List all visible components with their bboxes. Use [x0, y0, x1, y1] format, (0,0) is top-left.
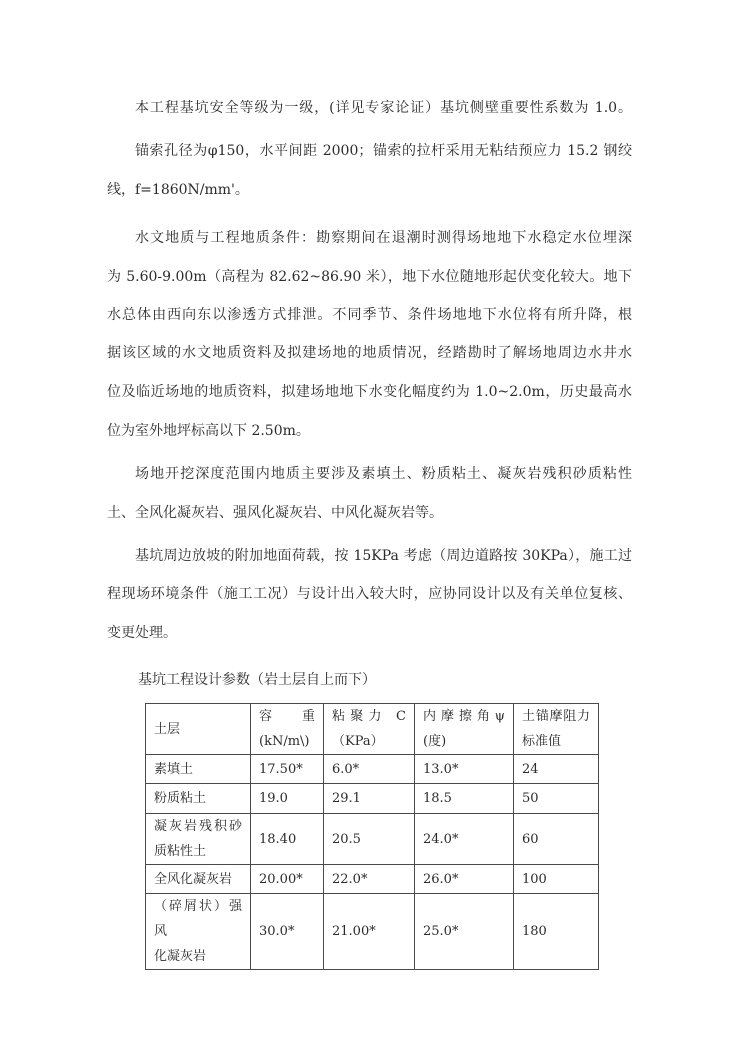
table-header-row [146, 704, 599, 755]
header-cell-unit-weight [251, 704, 324, 755]
cell-cohesion: 22.0* [324, 865, 415, 894]
header-unit: （KPa） [332, 734, 384, 749]
cell-unit-weight: 19.0 [251, 784, 324, 814]
paragraph-anchor-line-2: 线，f=1860N/mm'。 [107, 182, 249, 198]
paragraph-anchor-line-1: 锚索孔径为φ150，水平间距 2000；锚索的拉杆采用无粘结预应力 15.2 钢绞 [135, 143, 632, 159]
paragraph-hydrogeology-line-3: 水总体由西向东以渗透方式排泄。不同季节、条件场地地下水位将有所升降，根 [107, 307, 632, 323]
cell-anchor-friction: 50 [514, 784, 599, 814]
layer-name-cont: 质粘性土 [154, 844, 207, 859]
cell-cohesion: 21.00* [324, 894, 415, 970]
layer-name: 粉质粘土 [154, 791, 207, 806]
paragraph-hydrogeology-line-1: 水文地质与工程地质条件：勘察期间在退潮时测得场地地下水稳定水位埋深 [135, 230, 632, 246]
cell-friction-angle: 25.0* [415, 894, 514, 970]
cell-unit-weight: 18.40 [251, 814, 324, 865]
header-unit: (度) [423, 734, 447, 749]
header-cell-anchor-friction [514, 704, 599, 755]
cell-layer [146, 784, 251, 814]
header-text: 内摩擦角ψ [423, 709, 505, 724]
paragraph-surcharge-line-2: 程现场环境条件（施工工况）与设计出入较大时，应协同设计以及有关单位复核、 [107, 586, 632, 602]
cell-anchor-friction: 24 [514, 755, 599, 784]
table-row [146, 814, 599, 865]
cell-friction-angle: 18.5 [415, 784, 514, 814]
paragraph-hydrogeology-line-6: 位为室外地坪标高以下 2.50m。 [107, 423, 310, 439]
paragraph-safety-grade: 本工程基坑安全等级为一级，(详见专家论证）基坑侧壁重要性系数为 1.0。 [135, 100, 632, 116]
design-parameters-table [145, 703, 599, 970]
header-cell-friction-angle [415, 704, 514, 755]
cell-anchor-friction: 100 [514, 865, 599, 894]
header-unit: (kN/m\) [259, 734, 310, 749]
paragraph-hydrogeology-line-4: 据该区域的水文地质资料及拟建场地的地质情况，经踏勘时了解场地周边水井水 [107, 345, 632, 361]
cell-anchor-friction: 60 [514, 814, 599, 865]
cell-cohesion: 6.0* [324, 755, 415, 784]
layer-name-cont: 化凝灰岩 [154, 949, 207, 964]
table-row [146, 865, 599, 894]
header-text: 土锚摩阻力 [522, 709, 590, 724]
header-cell-cohesion [324, 704, 415, 755]
cell-layer [146, 894, 251, 970]
header-text: 粘聚力 C [332, 709, 406, 724]
paragraph-hydrogeology-line-5: 位及临近场地的地质资料，拟建场地地下水变化幅度约为 1.0~2.0m，历史最高水 [107, 384, 632, 400]
cell-layer [146, 865, 251, 894]
layer-name: 全风化凝灰岩 [154, 871, 233, 887]
layer-name: （碎屑状）强风 [154, 899, 242, 939]
cell-unit-weight: 20.00* [251, 865, 324, 894]
cell-unit-weight: 17.50* [251, 755, 324, 784]
paragraph-surcharge-line-3: 变更处理。 [107, 625, 177, 641]
table-row [146, 755, 599, 784]
table-caption: 基坑工程设计参数（岩土层自上而下） [138, 672, 376, 688]
header-text: 土层 [154, 721, 181, 737]
header-unit: 标准值 [522, 734, 562, 749]
layer-name: 素填土 [154, 761, 194, 777]
cell-unit-weight: 30.0* [251, 894, 324, 970]
cell-friction-angle: 13.0* [415, 755, 514, 784]
header-cell-layer [146, 704, 251, 755]
layer-name: 凝灰岩残积砂 [154, 819, 242, 834]
table-row [146, 894, 599, 970]
cell-cohesion: 20.5 [324, 814, 415, 865]
cell-friction-angle: 24.0* [415, 814, 514, 865]
paragraph-surcharge-line-1: 基坑周边放坡的附加地面荷载，按 15KPa 考虑（周边道路按 30KPa），施工过 [135, 548, 632, 564]
paragraph-soil-layers-line-1: 场地开挖深度范围内地质主要涉及素填土、粉质粘土、凝灰岩残积砂质粘性 [135, 466, 632, 482]
cell-cohesion: 29.1 [324, 784, 415, 814]
cell-friction-angle: 26.0* [415, 865, 514, 894]
table-row [146, 784, 599, 814]
paragraph-hydrogeology-line-2: 为 5.60-9.00m（高程为 82.62~86.90 米），地下水位随地形起伏变化较大。地下 [107, 269, 632, 285]
cell-anchor-friction: 180 [514, 894, 599, 970]
paragraph-soil-layers-line-2: 土、全风化凝灰岩、强风化凝灰岩、中风化凝灰岩等。 [107, 505, 443, 521]
cell-layer [146, 755, 251, 784]
header-text: 容重 [259, 709, 315, 724]
cell-layer [146, 814, 251, 865]
